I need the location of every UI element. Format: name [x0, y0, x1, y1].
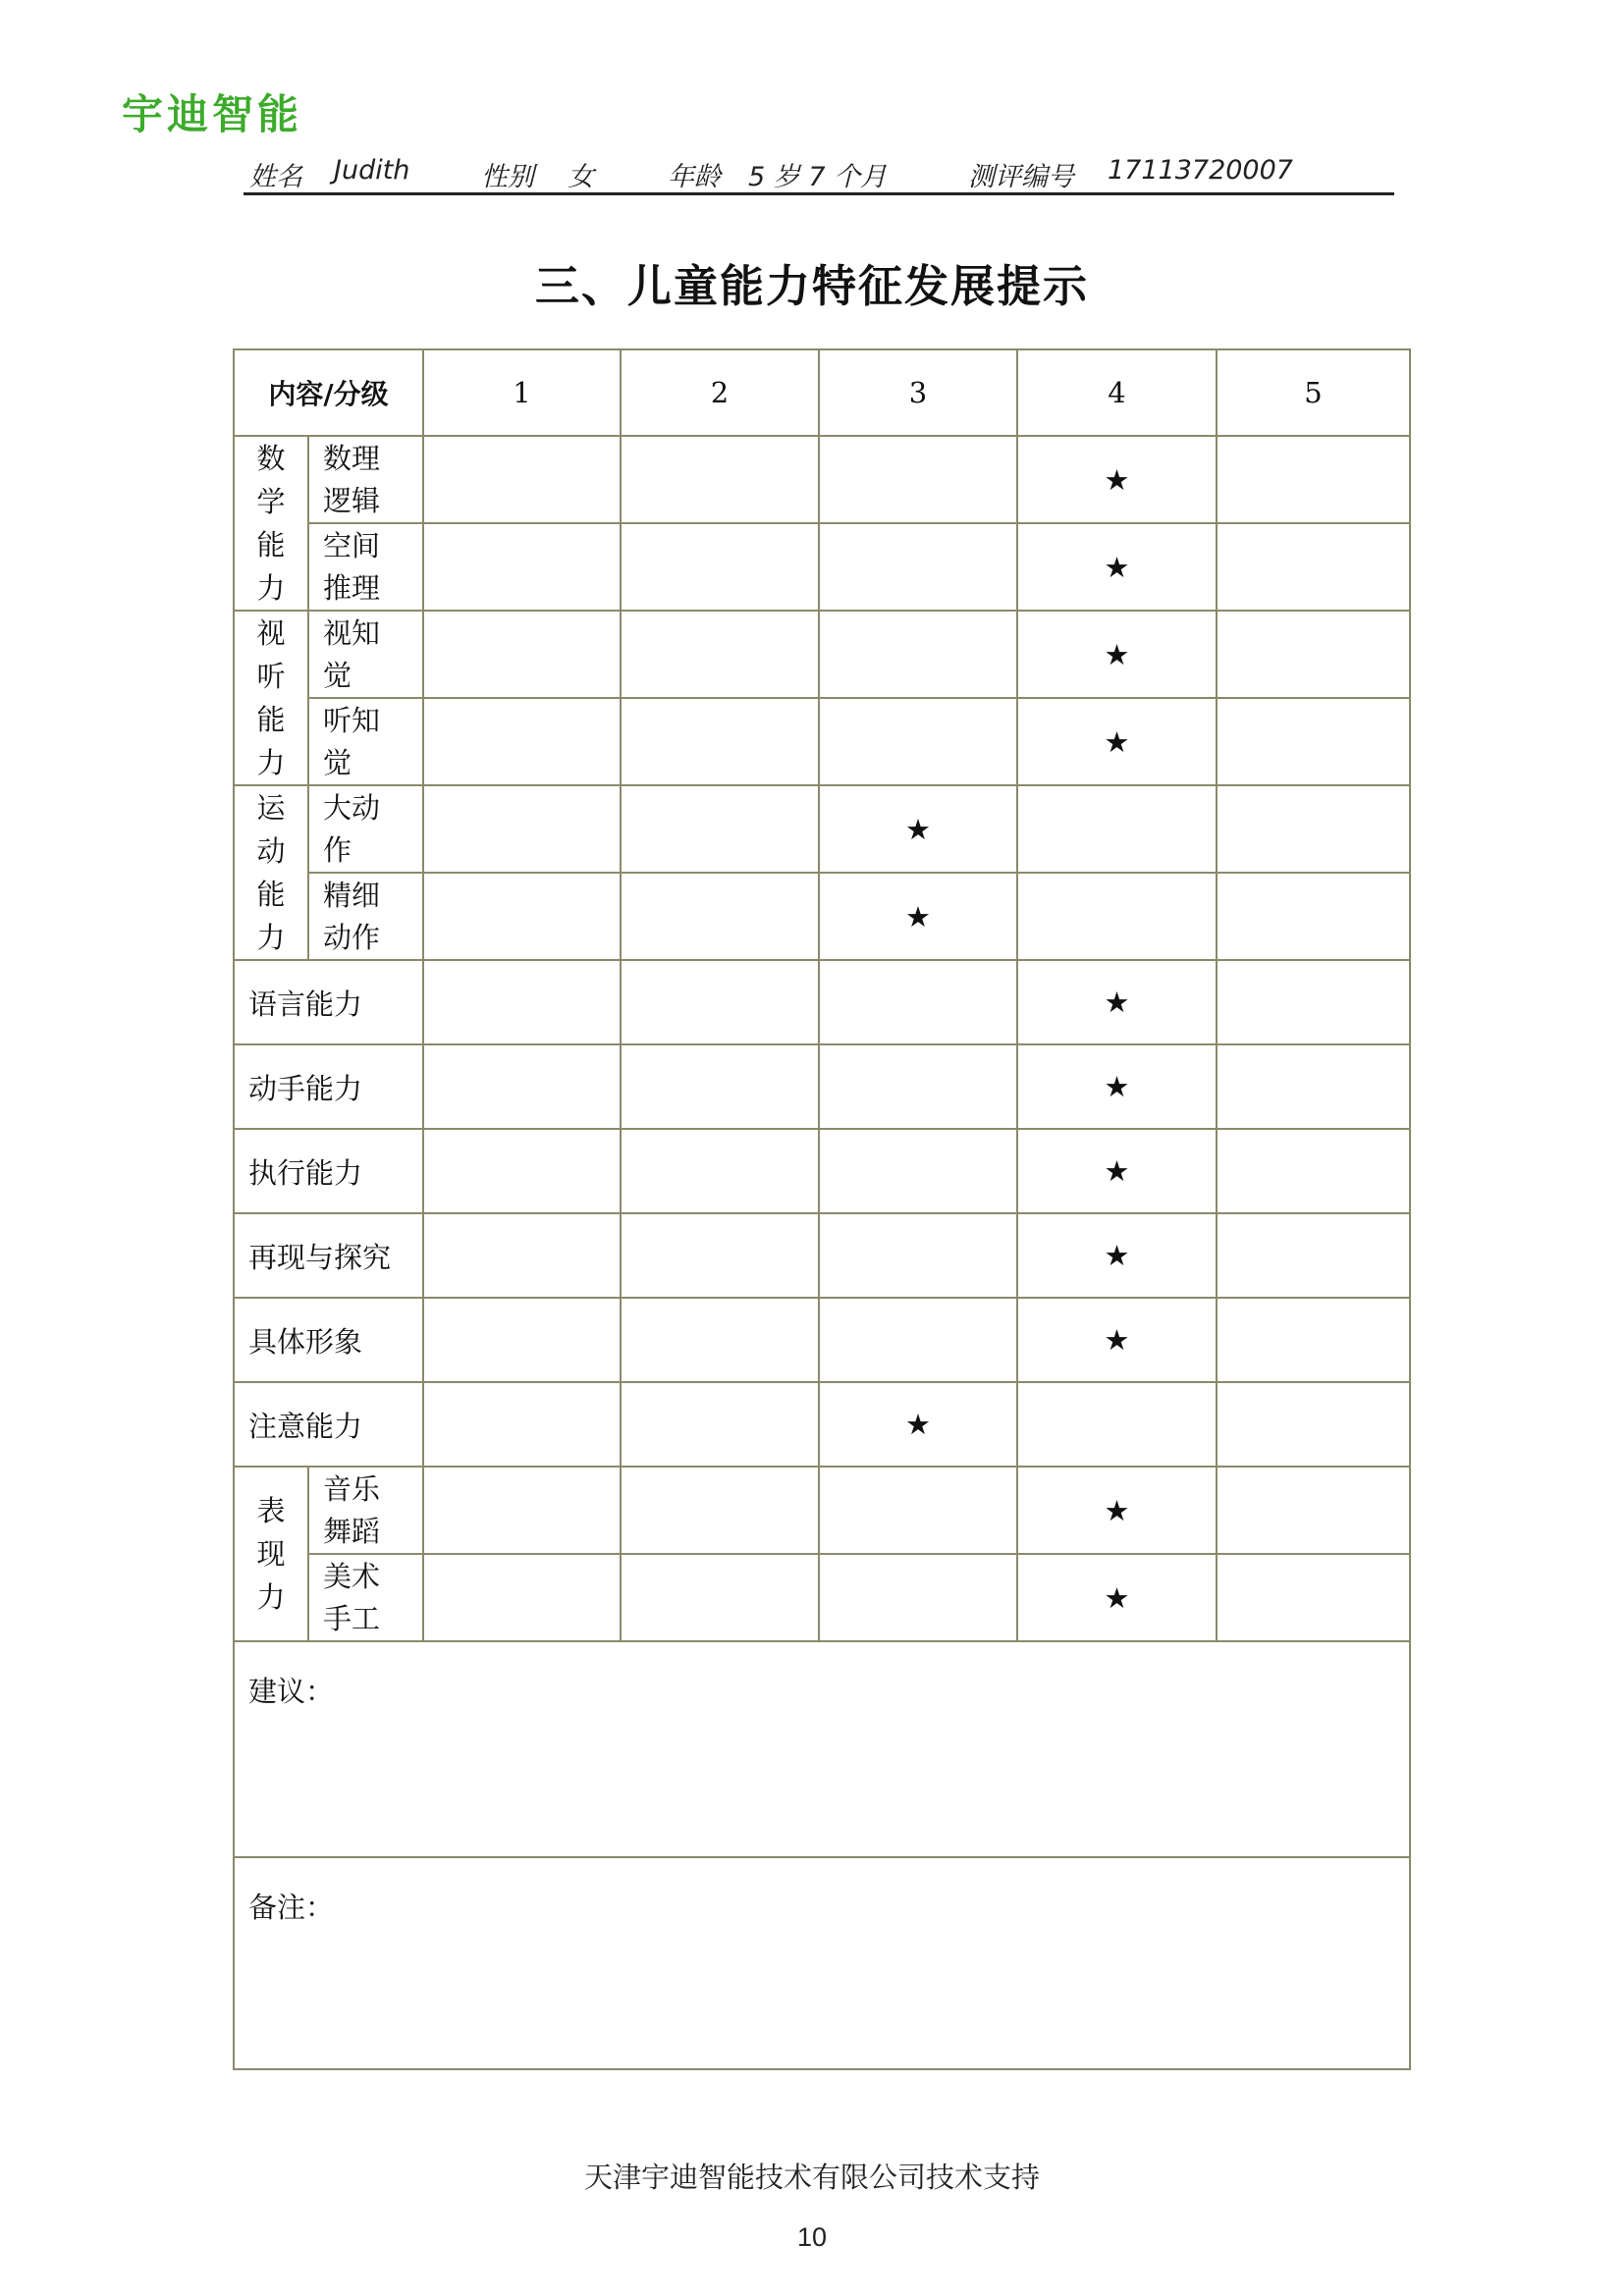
star-icon: ★ — [905, 899, 932, 934]
rating-cell — [1217, 1044, 1410, 1129]
ability-label: 执行能力 — [234, 1129, 423, 1213]
rating-cell — [819, 436, 1017, 523]
star-icon: ★ — [1104, 462, 1130, 497]
rating-cell — [1017, 436, 1217, 523]
rating-cell — [423, 1213, 621, 1298]
rating-cell — [1017, 1213, 1217, 1298]
rating-cell — [819, 1129, 1017, 1213]
rating-cell — [423, 436, 621, 523]
rating-cell — [1217, 1467, 1410, 1554]
level-header: 1 — [423, 349, 621, 436]
table-row — [234, 1213, 1410, 1298]
star-icon: ★ — [1104, 1239, 1130, 1272]
remark-row — [234, 1857, 1410, 2069]
ability-group-text: 运动能力 — [256, 791, 286, 954]
rating-cell — [423, 873, 621, 960]
table-header-row — [234, 349, 1410, 436]
rating-cell — [1017, 873, 1217, 960]
level-header: 2 — [621, 349, 819, 436]
rating-cell — [1017, 698, 1217, 785]
rating-cell — [621, 1129, 819, 1213]
rating-cell — [621, 873, 819, 960]
rating-cell — [1017, 1382, 1217, 1467]
rating-cell — [819, 1554, 1017, 1641]
rating-cell — [423, 785, 621, 873]
rating-cell — [621, 1213, 819, 1298]
table-row — [234, 1382, 1410, 1467]
rating-cell — [819, 523, 1017, 611]
rating-cell — [1017, 1467, 1217, 1554]
rating-cell — [621, 1298, 819, 1382]
star-icon: ★ — [1104, 724, 1130, 759]
page-number: 10 — [796, 2222, 828, 2252]
rating-cell — [621, 785, 819, 873]
rating-cell — [423, 960, 621, 1044]
student-info-bar — [244, 147, 1394, 195]
ability-table-body — [234, 349, 1410, 2069]
level-header: 4 — [1017, 349, 1217, 436]
rating-cell — [1017, 1298, 1217, 1382]
rating-cell — [621, 611, 819, 698]
rating-cell — [819, 1382, 1017, 1467]
rating-cell — [1017, 960, 1217, 1044]
rating-cell — [1217, 436, 1410, 523]
rating-cell — [621, 523, 819, 611]
gender-value: 女 — [568, 162, 594, 192]
ability-label: 再现与探究 — [234, 1213, 423, 1298]
content-level-header: 内容/分级 — [234, 349, 423, 436]
age-label: 年龄 — [668, 162, 721, 192]
rating-cell — [1217, 1298, 1410, 1382]
sub-ability-label — [308, 436, 423, 523]
ability-group-label — [234, 785, 308, 960]
rating-cell — [423, 523, 621, 611]
rating-cell — [819, 960, 1017, 1044]
table-row — [234, 698, 1410, 785]
sub-ability-label — [308, 873, 423, 960]
company-logo: 宇迪智能 — [122, 90, 303, 138]
rating-cell — [423, 1554, 621, 1641]
ability-group-label — [234, 611, 308, 785]
suggestion-row — [234, 1641, 1410, 1857]
table-row — [234, 1554, 1410, 1641]
level-header: 3 — [819, 349, 1017, 436]
ability-group-text: 数学能力 — [256, 442, 286, 605]
rating-cell — [1017, 1129, 1217, 1213]
sub-ability-text: 精细动作 — [323, 878, 381, 954]
name-value: Judith — [334, 155, 410, 186]
rating-cell — [819, 611, 1017, 698]
rating-cell — [423, 1129, 621, 1213]
ability-group-text: 表现力 — [256, 1494, 286, 1614]
rating-cell — [1217, 1213, 1410, 1298]
ability-group-label — [234, 1467, 308, 1641]
rating-cell — [621, 960, 819, 1044]
sub-ability-label — [308, 785, 423, 873]
sub-ability-text: 视知觉 — [323, 615, 381, 692]
rating-cell — [819, 1213, 1017, 1298]
rating-cell — [819, 1298, 1017, 1382]
star-icon: ★ — [1104, 1580, 1130, 1615]
sub-ability-label — [308, 698, 423, 785]
rating-cell — [1217, 873, 1410, 960]
sub-ability-text: 空间推理 — [323, 528, 381, 605]
rating-cell — [1217, 960, 1410, 1044]
rating-cell — [621, 1554, 819, 1641]
rating-cell — [1217, 785, 1410, 873]
rating-cell — [1017, 1044, 1217, 1129]
level-header: 5 — [1217, 349, 1410, 436]
rating-cell — [621, 1044, 819, 1129]
rating-cell — [1217, 611, 1410, 698]
sub-ability-label — [308, 1467, 423, 1554]
rating-cell — [819, 1044, 1017, 1129]
table-row — [234, 1129, 1410, 1213]
suggestion-label: 建议： — [234, 1641, 1410, 1857]
table-row — [234, 611, 1410, 698]
table-row — [234, 873, 1410, 960]
rating-cell — [819, 873, 1017, 960]
table-row — [234, 523, 1410, 611]
star-icon: ★ — [1104, 550, 1130, 584]
rating-cell — [423, 611, 621, 698]
star-icon: ★ — [905, 1408, 932, 1441]
rating-cell — [1217, 1382, 1410, 1467]
rating-cell — [621, 1467, 819, 1554]
rating-cell — [621, 1382, 819, 1467]
ability-group-text: 视听能力 — [256, 616, 286, 779]
sub-ability-label — [308, 1554, 423, 1641]
ability-label: 动手能力 — [234, 1044, 423, 1129]
sub-ability-text: 音乐舞蹈 — [323, 1471, 381, 1548]
sub-ability-label — [308, 611, 423, 698]
star-icon: ★ — [1104, 1154, 1130, 1188]
table-row — [234, 1467, 1410, 1554]
star-icon: ★ — [1104, 1323, 1130, 1357]
rating-cell — [819, 785, 1017, 873]
sub-ability-label — [308, 523, 423, 611]
sub-ability-text: 美术手工 — [323, 1559, 381, 1635]
assessment-id-value: 17113720007 — [1108, 155, 1293, 186]
table-row — [234, 960, 1410, 1044]
table-row — [234, 1044, 1410, 1129]
assessment-id-label: 测评编号 — [968, 162, 1074, 192]
star-icon: ★ — [905, 812, 932, 846]
rating-cell — [1217, 523, 1410, 611]
ability-table — [233, 348, 1411, 2070]
ability-group-label — [234, 436, 308, 611]
rating-cell — [621, 436, 819, 523]
rating-cell — [423, 1467, 621, 1554]
ability-label: 注意能力 — [234, 1382, 423, 1467]
rating-cell — [1017, 1554, 1217, 1641]
table-row — [234, 436, 1410, 523]
page-title: 三、儿童能力特征发展提示 — [534, 260, 1089, 312]
star-icon: ★ — [1104, 1493, 1130, 1527]
rating-cell — [423, 1382, 621, 1467]
name-label: 姓名 — [249, 162, 302, 192]
gender-label: 性别 — [481, 162, 534, 192]
rating-cell — [1217, 698, 1410, 785]
rating-cell — [1217, 1554, 1410, 1641]
rating-cell — [819, 698, 1017, 785]
ability-label: 语言能力 — [234, 960, 423, 1044]
remark-label: 备注： — [234, 1857, 1410, 2069]
sub-ability-text: 听知觉 — [323, 703, 381, 779]
age-value: 5 岁 7 个月 — [748, 162, 888, 192]
sub-ability-text: 大动作 — [323, 790, 381, 867]
rating-cell — [1217, 1129, 1410, 1213]
ability-label: 具体形象 — [234, 1298, 423, 1382]
rating-cell — [621, 698, 819, 785]
footer-credit: 天津宇迪智能技术有限公司技术支持 — [583, 2161, 1040, 2194]
rating-cell — [1017, 523, 1217, 611]
rating-cell — [819, 1467, 1017, 1554]
star-icon: ★ — [1104, 1070, 1130, 1103]
star-icon: ★ — [1104, 637, 1130, 671]
rating-cell — [1017, 785, 1217, 873]
rating-cell — [423, 1044, 621, 1129]
star-icon: ★ — [1104, 986, 1130, 1019]
rating-cell — [423, 698, 621, 785]
table-row — [234, 1298, 1410, 1382]
rating-cell — [423, 1298, 621, 1382]
table-row — [234, 785, 1410, 873]
rating-cell — [1017, 611, 1217, 698]
sub-ability-text: 数理逻辑 — [323, 441, 381, 517]
